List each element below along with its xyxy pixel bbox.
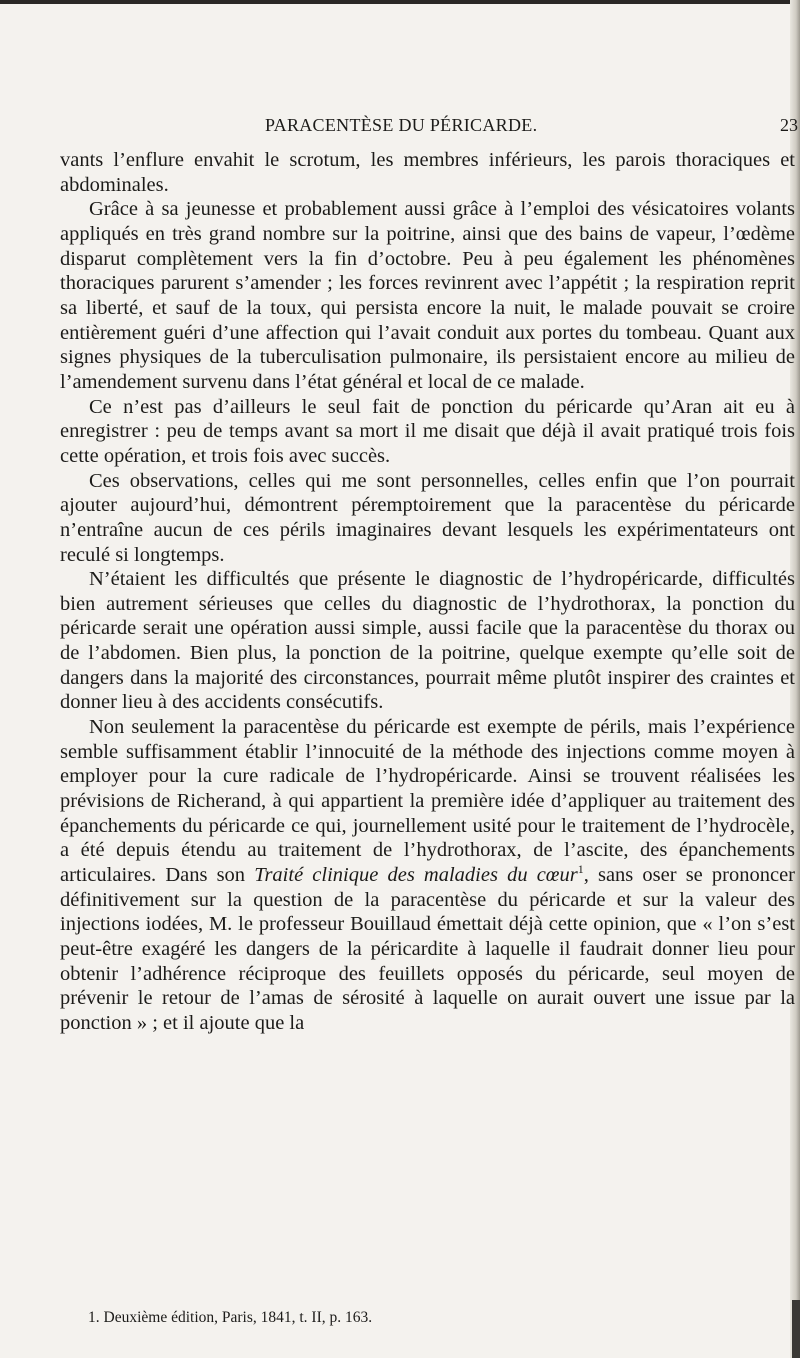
body-text xyxy=(60,148,795,1036)
paragraph-text-before-title: Non seulement la paracentèse du péricarde est exempte de périls, mais l’expérience semble suffisamment établir l’innocuité de la méthode des injections comme moyen à employer pour la cure radicale de l’hydropéricarde. Ainsi se trouvent réalisées les prévisions de Richerand, à qui appartient la première idée d’appliquer au traitement des épanchements du péricarde ce qui, journellement usité pour le traitement de l’hydrocèle, a été depuis étendu au traitement de l’hydrothorax, de l’ascite, des épanchements articulaires. Dans son xyxy=(60,716,795,887)
running-header xyxy=(60,115,798,139)
page-edge-mark xyxy=(792,1300,800,1358)
paragraph: Ces observations, celles qui me sont personnelles, celles enfin que l’on pourrait ajouter aujourd’hui, démontrent péremptoirement que la paracentèse du péricarde n’entraîne aucun de ces périls imaginaires devant lesquels les expérimentateurs ont reculé si longtemps. xyxy=(60,469,795,566)
page-number: 23 xyxy=(780,115,798,135)
paragraph-continuation: vants l’enflure envahit le scrotum, les membres inférieurs, les parois thoraciques et abdominales. xyxy=(60,149,795,196)
paragraph-with-citation xyxy=(60,715,795,1036)
paragraph: N’étaient les difficultés que présente le diagnostic de l’hydropéricarde, difficultés bien autrement sérieuses que celles du diagnostic de l’hydrothorax, la ponction du péricarde serait une opération aussi simple, aussi facile que la paracentèse du thorax ou de l’abdomen. Bien plus, la ponction de la poitrine, quelque exempte qu’elle soit de dangers dans la majorité des circonstances, pourrait même plutôt inspirer des craintes et donner lieu à des accidents consécutifs. xyxy=(60,568,795,714)
running-title: PARACENTÈSE DU PÉRICARDE. xyxy=(265,115,538,135)
book-title: Traité clinique des maladies du cœur xyxy=(254,864,578,887)
top-edge-rule xyxy=(0,0,800,4)
footnote-reference: 1 xyxy=(577,862,584,877)
footnote: 1. Deuxième édition, Paris, 1841, t. II, p. 163. xyxy=(88,1309,373,1326)
paragraph-text-after-title: , sans oser se prononcer définitivement sur la question de la paracentèse du péricarde et sur la valeur des injections iodées, M. le professeur Bouillaud émettait déjà cette opinion, que « l’on s’est peut-être exagéré les dangers de la péricardite à laquelle il faudrait donner lieu pour obtenir l’adhérence réciproque des feuillets opposés du péricarde, seul moyen de prévenir le retour de l’amas de sérosité à laquelle on aurait ouvert une issue par la ponction » ; et il ajoute que la xyxy=(60,864,796,1034)
paragraph: Grâce à sa jeunesse et probablement aussi grâce à l’emploi des vésicatoires volants appliqués en très grand nombre sur la poitrine, ainsi que des bains de vapeur, l’œdème disparut complètement vers la fin d’octobre. Peu à peu également les phénomènes thoraciques parurent s’amender ; les forces revinrent avec l’appétit ; la respiration reprit sa liberté, et sauf de la toux, qui persista encore la nuit, le malade pouvait se croire entièrement guéri d’une affection qui l’avait conduit aux portes du tombeau. Quant aux signes physiques de la tuberculisation pulmonaire, ils persistaient encore au milieu de l’amendement survenu dans l’état général et local de ce malade. xyxy=(60,198,795,393)
paragraph: Ce n’est pas d’ailleurs le seul fait de ponction du péricarde qu’Aran ait eu à enregistrer : peu de temps avant sa mort il me disait que déjà il avait pratiqué trois fois cette opération, et trois fois avec succès. xyxy=(60,395,795,467)
